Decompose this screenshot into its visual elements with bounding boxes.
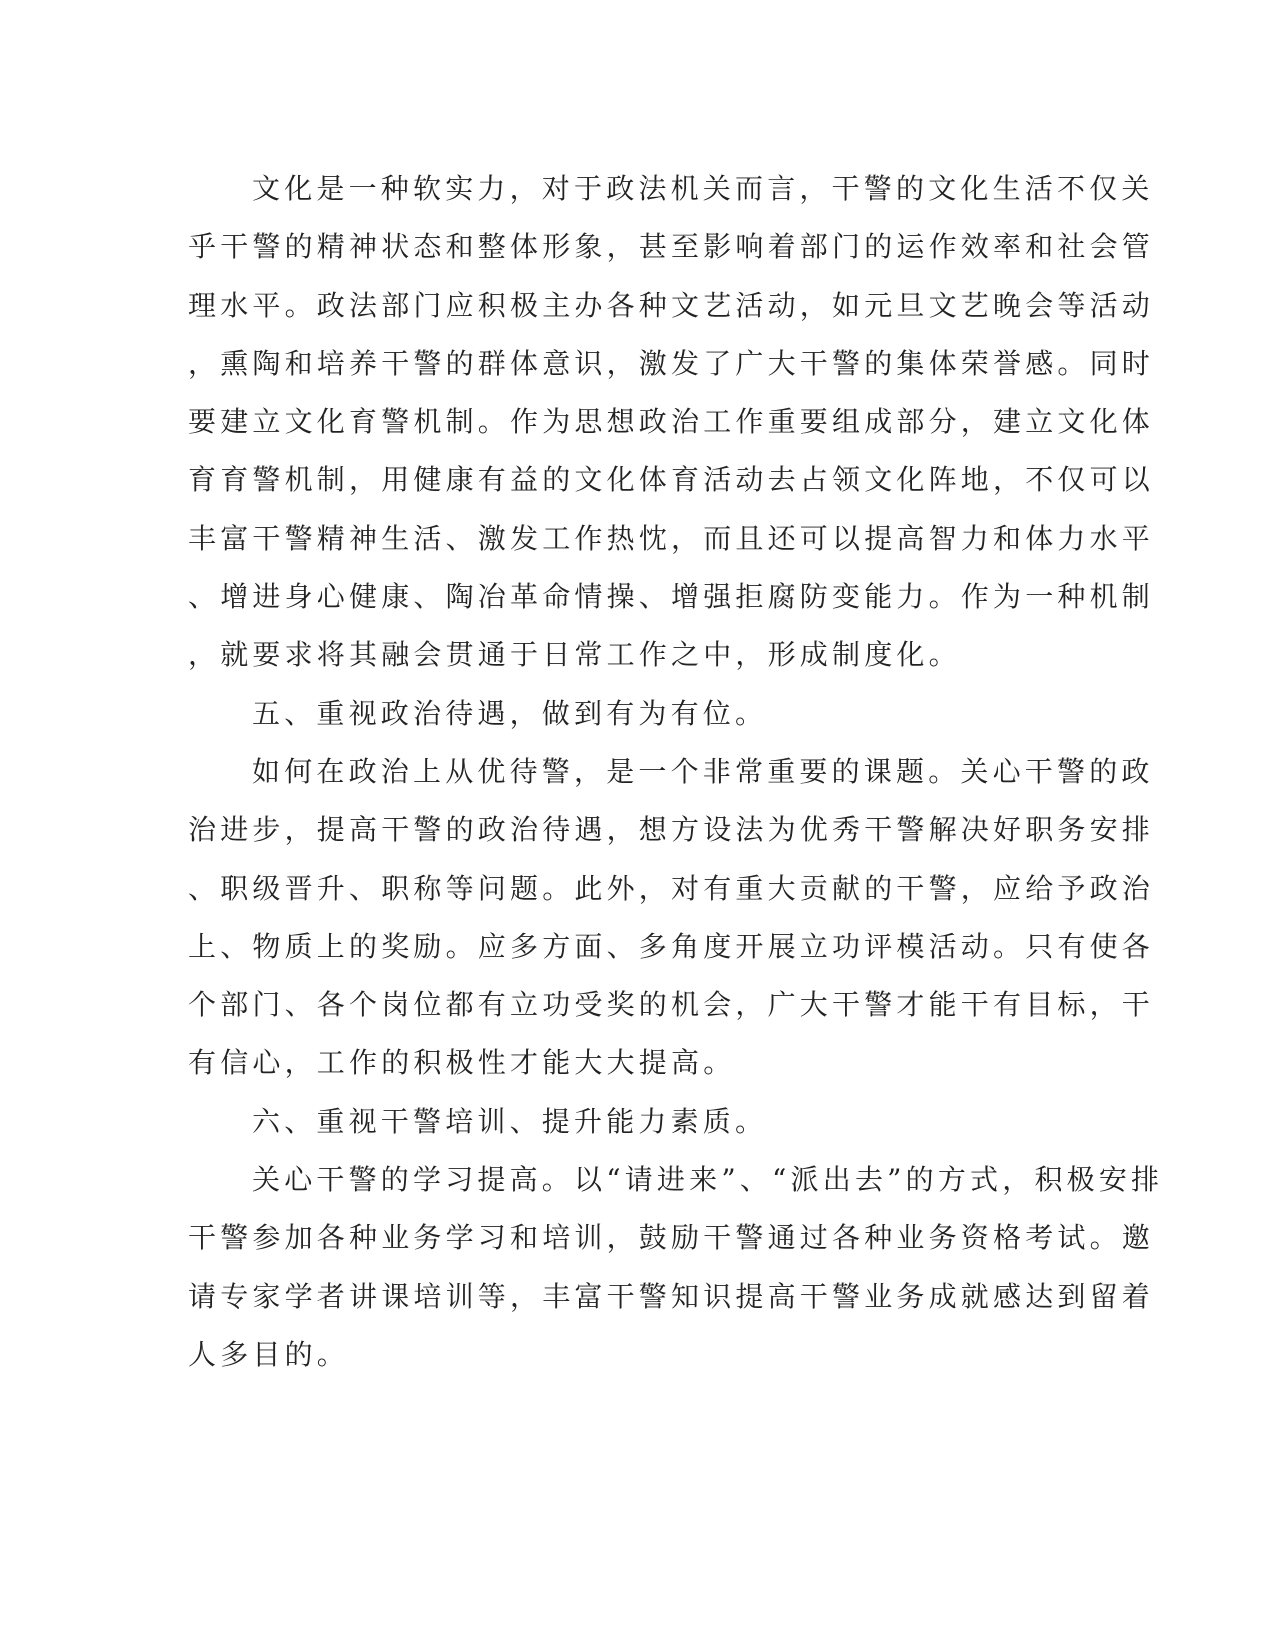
- paragraph-training-line-4: 人多目的。: [188, 1337, 350, 1371]
- paragraph-training-line-3: 请专家学者讲课培训等，丰富干警知识提高干警业务成就感达到留着: [188, 1279, 1155, 1313]
- paragraph-culture-line-3: 理水平。政法部门应积极主办各种文艺活动，如元旦文艺晚会等活动: [188, 288, 1155, 322]
- paragraph-training-line-1: 关心干警的学习提高。以“请进来”、“派出去”的方式，积极安排: [252, 1163, 1164, 1197]
- paragraph-political-line-4: 上、物质上的奖励。应多方面、多角度开展立功评模活动。只有使各: [188, 929, 1155, 963]
- paragraph-culture-line-2: 乎干警的精神状态和整体形象，甚至影响着部门的运作效率和社会管: [188, 230, 1155, 264]
- paragraph-political-line-1: 如何在政治上从优待警，是一个非常重要的课题。关心干警的政: [252, 754, 1154, 788]
- paragraph-political-line-3: 、职级晋升、职称等问题。此外，对有重大贡献的干警，应给予政治: [188, 871, 1155, 905]
- paragraph-culture-line-8: 、增进身心健康、陶冶革命情操、增强拒腐防变能力。作为一种机制: [188, 580, 1155, 614]
- paragraph-culture-line-1: 文化是一种软实力，对于政法机关而言，干警的文化生活不仅关: [252, 172, 1154, 205]
- document-body: [188, 160, 1164, 1384]
- paragraph-culture-line-6: 育育警机制，用健康有益的文化体育活动去占领文化阵地，不仅可以: [188, 463, 1155, 497]
- section-heading-five: 五、重视政治待遇，做到有为有位。: [252, 696, 768, 730]
- paragraph-political-line-2: 治进步，提高干警的政治待遇，想方设法为优秀干警解决好职务安排: [188, 813, 1155, 847]
- paragraph-training-line-2: 干警参加各种业务学习和培训，鼓励干警通过各种业务资格考试。邀: [188, 1221, 1155, 1255]
- paragraph-culture-line-4: ，熏陶和培养干警的群体意识，激发了广大干警的集体荣誉感。同时: [188, 346, 1155, 380]
- paragraph-political-line-5: 个部门、各个岗位都有立功受奖的机会，广大干警才能干有目标，干: [188, 988, 1155, 1022]
- paragraph-political-line-6: 有信心，工作的积极性才能大大提高。: [188, 1046, 736, 1080]
- paragraph-culture-line-7: 丰富干警精神生活、激发工作热忱，而且还可以提高智力和体力水平: [188, 521, 1155, 555]
- section-heading-six: 六、重视干警培训、提升能力素质。: [252, 1104, 768, 1138]
- paragraph-culture-line-5: 要建立文化育警机制。作为思想政治工作重要组成部分，建立文化体: [188, 405, 1155, 439]
- paragraph-culture-line-9: ，就要求将其融会贯通于日常工作之中，形成制度化。: [188, 638, 961, 672]
